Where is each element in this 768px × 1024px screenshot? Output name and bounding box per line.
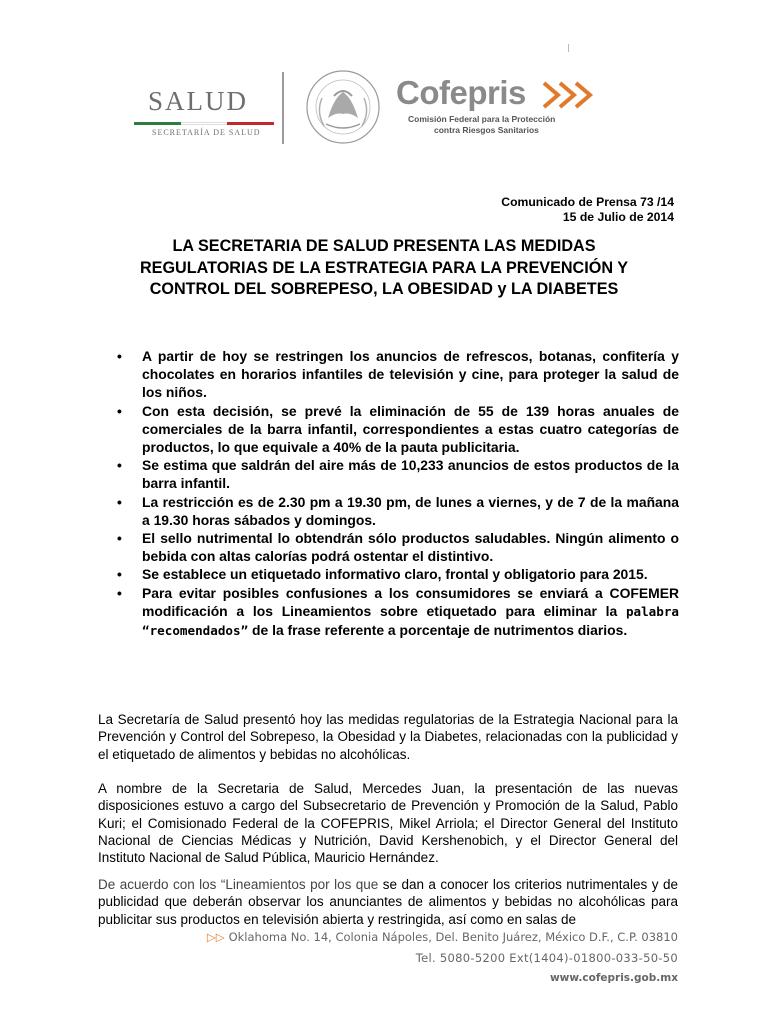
title-line: REGULATORIAS DE LA ESTRATEGIA PARA LA PREVENCIÓN Y <box>139 258 629 277</box>
list-item-text: Se establece un etiquetado informativo claro, frontal y obligatorio para 2015. <box>142 566 648 583</box>
salud-logo-subtitle: SECRETARÍA DE SALUD <box>152 128 261 137</box>
list-item-text: La restricción es de 2.30 pm a 19.30 pm, de lunes a viernes, y de 7 de la mañana a 19.30 horas sábados y domingos. <box>142 493 679 528</box>
cofepris-subtitle-line2: contra Riesgos Sanitarios <box>434 125 539 135</box>
list-item-text: A partir de hoy se restringen los anuncios de refrescos, botanas, confitería y chocolates en horarios infantiles de televisión y cine, para proteger la salud de los niños. <box>142 348 679 401</box>
bullet-icon: • <box>117 348 122 364</box>
title-line: CONTROL DEL SOBREPESO, LA OBESIDAD y LA DIABETES <box>149 280 619 298</box>
cofepris-arrows-icon <box>542 80 602 110</box>
footer-address <box>207 930 678 944</box>
title-line: LA SECRETARIA DE SALUD PRESENTA LAS MEDIDAS <box>172 237 596 255</box>
body-paragraph: La Secretaría de Salud presentó hoy las medidas regulatorias de la Estrategia Nacional para la Prevención y Control del Sobrepeso, la Obesidad y la Diabetes, relacionadas con la publicidad y el etiquetado de alimentos y bebidas no alcohólicas. <box>98 712 678 762</box>
list-item <box>117 529 679 565</box>
salud-flag-bar <box>134 122 274 125</box>
bullet-icon: • <box>117 493 122 510</box>
cofepris-subtitle-line1: Comisión Federal para la Protección <box>408 114 556 124</box>
list-item <box>117 402 679 457</box>
key-points-list <box>117 347 679 640</box>
bullet-icon: • <box>117 584 122 601</box>
press-release-date: 15 de Julio de 2014 <box>562 210 674 224</box>
footer-address-text: Oklahoma No. 14, Colonia Nápoles, Del. Benito Juárez, México D.F., C.P. 03810 <box>228 930 678 944</box>
bullet-icon: • <box>117 566 122 583</box>
body-paragraph: A nombre de la Secretaria de Salud, Mercedes Juan, la presentación de las nuevas disposiciones estuvo a cargo del Subsecretario de Prevención y Promoción de la Salud, Pablo Kuri; el Comisionado Federal de la COFEPRIS, Mikel Arriola; el Director General del Instituto Nacional de Ciencias Médicas y Nutrición, David Kershenobich, y el Director General del Instituto Nacional de Salud Pública, Mauricio Hernández. <box>98 781 678 866</box>
footer-website[interactable]: www.cofepris.gob.mx <box>549 972 678 984</box>
list-item <box>117 347 679 402</box>
list-item <box>117 584 679 641</box>
list-item-text: Para evitar posibles confusiones a los consumidores se enviará a COFEMER modificación a los Lineamientos sobre etiquetado para eliminar la <box>142 584 679 619</box>
page-mark <box>568 44 569 52</box>
list-item-text: Con esta decisión, se prevé la eliminación de 55 de 139 horas anuales de comerciales de la barra infantil, correspondientes a estas cuatro categorías de productos, lo que equivale a 40% de la pauta publicitaria. <box>142 402 679 456</box>
bullet-icon: • <box>117 457 122 474</box>
page-title <box>90 236 678 301</box>
orange-arrows-icon: ▷▷ <box>206 930 225 944</box>
salud-logo-text: SALUD <box>148 86 249 116</box>
list-item-keyword: palabra “recomendados” <box>142 603 680 639</box>
cofepris-logo <box>394 74 614 140</box>
press-release-info <box>501 195 674 225</box>
list-item-text: El sello nutrimental lo obtendrán sólo productos saludables. Ningún alimento o bebida con altas calorías podrá ostentar el distintivo. <box>142 530 679 565</box>
list-item <box>117 493 679 529</box>
list-item-text: de la frase referente a porcentaje de nutrimentos diarios. <box>252 622 628 639</box>
salud-logo <box>134 72 274 142</box>
cofepris-logo-text: Cofepris <box>396 74 526 111</box>
body-paragraph-lead: De acuerdo con los “Lineamientos por los que <box>98 877 379 892</box>
bullet-icon: • <box>117 402 122 419</box>
mexican-seal-icon <box>304 68 382 146</box>
list-item <box>117 456 679 492</box>
logo-divider <box>282 72 284 144</box>
body-paragraph-text: se dan a conocer los criterios nutrimentales y de publicidad que deberán observar los anunciantes de alimentos y bebidas no alcohólicas para publicitar sus productos en televisión abierta y restringida, así como en salas de <box>98 877 678 927</box>
list-item <box>117 565 679 583</box>
bullet-icon: • <box>117 530 122 547</box>
press-release-number: Comunicado de Prensa 73 /14 <box>501 195 674 209</box>
footer-phone: Tel. 5080-5200 Ext(1404)-01800-033-50-50 <box>415 951 678 965</box>
body-paragraph <box>98 876 678 928</box>
list-item-text: Se estima que saldrán del aire más de 10,233 anuncios de estos productos de la barra infantil. <box>142 457 679 492</box>
